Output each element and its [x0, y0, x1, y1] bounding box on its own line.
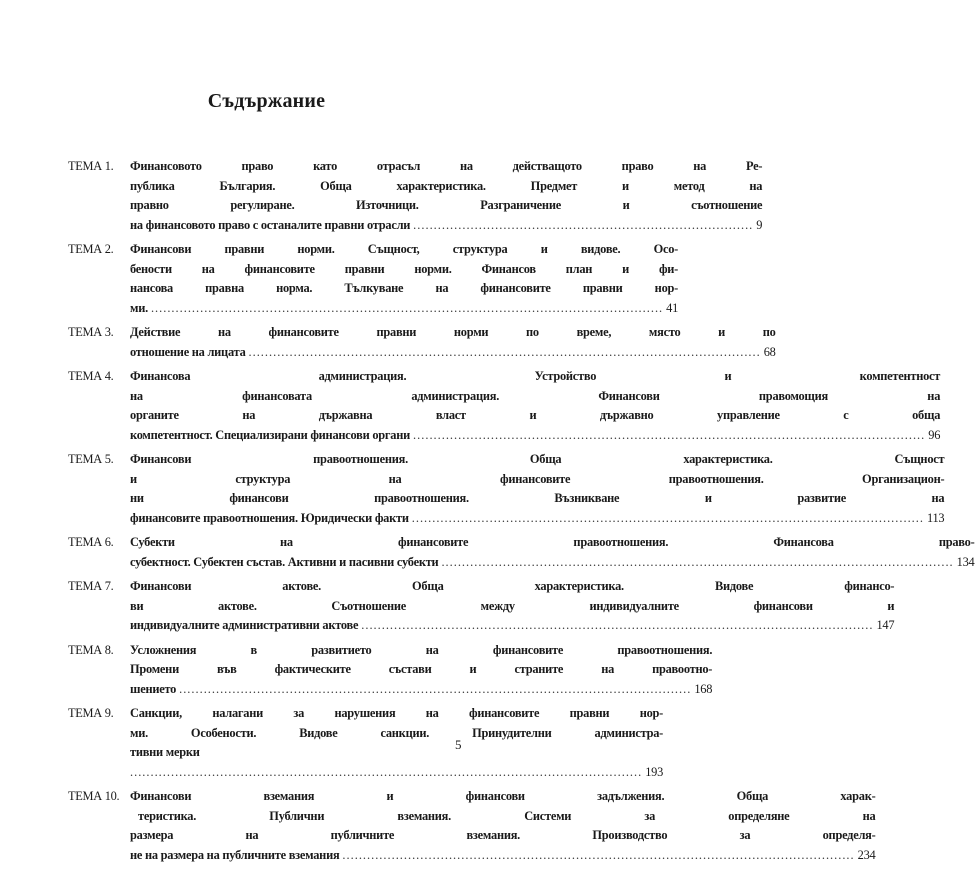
toc-page-number: 147 [876, 618, 895, 632]
toc-page-number: 134 [956, 554, 975, 569]
toc-entry-label: ТЕМА 10. [68, 789, 120, 803]
toc-page-number: 234 [857, 847, 876, 862]
leader-dots: ............................................................................................................................. [411, 510, 924, 525]
toc-entry-line: Финансова администрация. Устройство и компетентност [130, 369, 941, 383]
toc-entry-line: Финансови правоотношения. Обща характеристика. Същност [130, 452, 945, 466]
toc-entry-label: ТЕМА 1. [68, 159, 114, 173]
toc-entry [68, 641, 713, 700]
toc-entry [68, 240, 679, 318]
toc-entry [68, 157, 763, 235]
toc-entry-line: Действие на финансовите правни норми по време, място и по [130, 325, 776, 339]
toc-entry-line: размера на публичните вземания. Производство за определя- [130, 828, 876, 842]
toc-entry [68, 367, 941, 445]
leader-dots: ............................................................................................................................. [361, 618, 874, 632]
toc-entry-label: ТЕМА 5. [68, 452, 114, 466]
page-title: Съдържание [207, 90, 326, 112]
toc-entry-line: Финансови правни норми. Същност, структура и видове. Осо- [130, 242, 679, 256]
toc-page-number: 96 [928, 427, 941, 442]
leader-dots: ............................................................................................................................. [342, 847, 855, 862]
toc-entry-line: и структура на финансовите правоотношения. Организацион- [130, 471, 945, 486]
toc-entry-label: ТЕМА 3. [68, 325, 114, 339]
leader-dots: ............................................................................................................................. [179, 681, 692, 696]
toc-entry-line: бености на финансовите правни норми. Финансов план и фи- [130, 261, 679, 276]
toc-entry-label: ТЕМА 2. [68, 242, 114, 256]
toc-entry-line: на финансовото право с останалите правни отрасли [130, 217, 411, 232]
toc-entry-label: ТЕМА 8. [68, 642, 114, 657]
toc-entry [68, 323, 776, 362]
toc-entry-label: ТЕМА 4. [68, 369, 114, 383]
toc-entry-line: ми. [130, 300, 148, 315]
toc-entry-line: ни финансови правоотношения. Възникване и развитие на [130, 491, 945, 505]
table-of-contents [68, 157, 975, 870]
page-number: 5 [455, 737, 462, 752]
toc-entry-line: тивни мерки [130, 745, 200, 759]
toc-entry-line: отношение на лицата [130, 344, 246, 359]
leader-dots: ............................................................................................................................. [441, 554, 954, 569]
toc-page-number: 113 [926, 510, 945, 525]
toc-page-number: 193 [645, 764, 664, 779]
toc-entry-line: ви актове. Съотношение между индивидуалните финансови и [130, 598, 895, 613]
toc-entry [68, 533, 975, 572]
toc-entry-line: нансова правна норма. Тълкуване на финансовите правни нор- [130, 281, 679, 295]
leader-dots: ............................................................................................................................. [248, 344, 761, 359]
toc-page-number: 9 [756, 217, 763, 232]
toc-entry-line: Субекти на финансовите правоотношения. Финансова право- [130, 535, 975, 549]
leader-dots: ............................................................................................................................. [150, 300, 664, 315]
toc-entry-line: Финансови актове. Обща характеристика. Видове финансо- [130, 579, 895, 593]
toc-entry-line: на финансовата администрация. Финансови правомощия на [130, 388, 941, 403]
toc-entry-label: ТЕМА 9. [68, 706, 114, 720]
toc-entry-line: ми. Особености. Видове санкции. Принудителни администра- [130, 725, 664, 740]
leader-dots: ............................................................................................................................. [130, 764, 643, 779]
toc-entry [68, 577, 895, 636]
toc-entry-line: компетентност. Специализирани финансови органи [130, 427, 411, 442]
toc-entry-line: Промени във фактическите състави и страните на правоотно- [130, 662, 713, 676]
toc-entry-line: органите на държавна власт и държавно управление с обща [130, 408, 941, 422]
toc-entry-line: шението [130, 681, 177, 696]
toc-entry-line: индивидуалните административни актове [130, 618, 359, 632]
toc-entry-line: правно регулиране. Източници. Разграничение и съотношение [130, 198, 763, 212]
toc-entry [68, 787, 876, 865]
toc-entry-line: публика България. Обща характеристика. Предмет и метод на [130, 178, 763, 193]
toc-entry-line: Финансовото право като отрасъл на действащото право на Ре- [130, 159, 763, 173]
toc-entry [68, 704, 664, 782]
toc-page-number: 168 [694, 681, 713, 696]
toc-entry-line: Финансови вземания и финансови задължения. Обща харак- [130, 789, 876, 803]
toc-entry-label: ТЕМА 7. [68, 579, 114, 593]
toc-page-number: 41 [666, 300, 679, 315]
toc-entry-line: финансовите правоотношения. Юридически факти [130, 510, 409, 525]
leader-dots: ............................................................................................................................. [413, 427, 926, 442]
toc-entry-line: Санкции, налагани за нарушения на финансовите правни нор- [130, 706, 664, 720]
leader-dots: ................................................................................... [413, 217, 754, 232]
toc-page-number: 68 [763, 344, 776, 359]
toc-entry-line: не на размера на публичните вземания [130, 847, 340, 862]
toc-entry-line: теристика. Публични вземания. Системи за определяне на [138, 808, 876, 823]
toc-entry [68, 450, 945, 528]
toc-entry-line: Усложнения в развитието на финансовите правоотношения. [130, 642, 713, 657]
toc-entry-line: субектност. Субектен състав. Активни и пасивни субекти [130, 554, 439, 569]
toc-entry-label: ТЕМА 6. [68, 535, 114, 549]
